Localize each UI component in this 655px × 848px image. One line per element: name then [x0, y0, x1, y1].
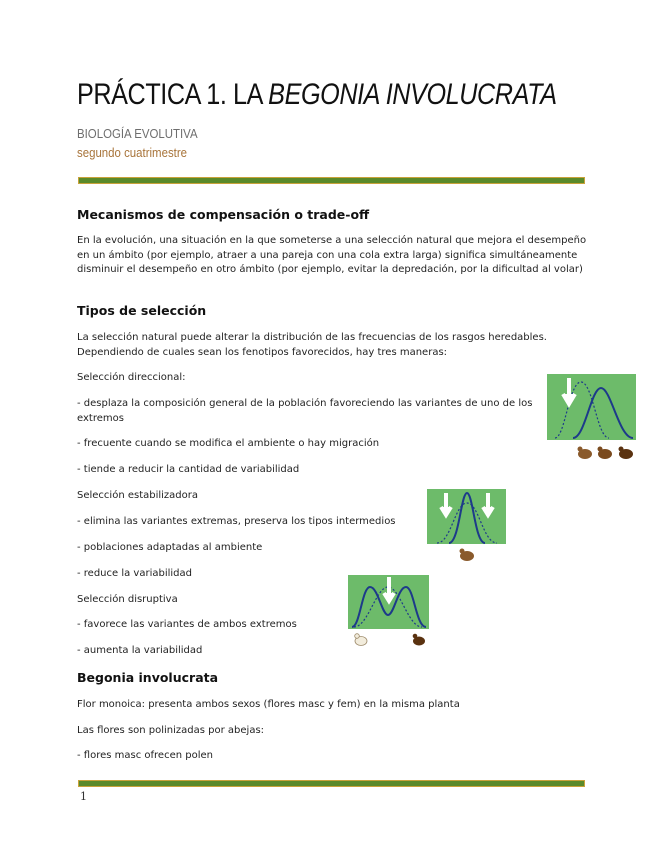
- stabilizing-item: - reduce la variabilidad: [77, 568, 192, 579]
- top-divider: [78, 177, 585, 184]
- directional-item: - frecuente cuando se modifica el ambiente o hay migración: [77, 438, 380, 449]
- disruptive-item: - aumenta la variabilidad: [77, 645, 203, 656]
- directional-item: - desplaza la composición general de la población favoreciendo las variantes de uno de los extremos: [77, 398, 533, 424]
- figure-background: [427, 489, 506, 544]
- heading-selection-types: Tipos de selección: [77, 303, 207, 318]
- stabilizing-item: - elimina las variantes extremas, preserva los tipos intermedios: [77, 516, 396, 527]
- bottom-divider: [78, 780, 585, 787]
- page-number: 1: [80, 790, 87, 803]
- disruptive-selection-figure: [348, 575, 432, 651]
- disruptive-label: Selección disruptiva: [77, 594, 178, 605]
- begonia-line: Las flores son polinizadas por abejas:: [77, 725, 265, 736]
- selection-intro: La selección natural puede alterar la distribución de las frecuencias de los rasgos heredables. Dependiendo de cuales sean los fenotipos favorecidos, hay tres maneras:: [77, 332, 547, 358]
- course-name: BIOLOGÍA EVOLUTIVA: [77, 126, 198, 141]
- directional-selection-figure: [547, 374, 637, 466]
- mouse-icon: [598, 447, 613, 460]
- mouse-icon: [355, 634, 367, 646]
- begonia-line: - flores masc ofrecen polen: [77, 750, 213, 761]
- begonia-line: Flor monoica: presenta ambos sexos (flores masc y fem) en la misma planta: [77, 699, 460, 710]
- disruptive-item: - favorece las variantes de ambos extremos: [77, 619, 297, 630]
- heading-tradeoff: Mecanismos de compensación o trade-off: [77, 207, 370, 222]
- heading-begonia: Begonia involucrata: [77, 670, 219, 685]
- directional-label: Selección direccional:: [77, 372, 186, 383]
- mouse-icon: [619, 447, 634, 460]
- title-prefix: PRÁCTICA 1. LA: [77, 78, 269, 111]
- directional-item: - tiende a reducir la cantidad de variabilidad: [77, 464, 300, 475]
- mouse-icon: [578, 447, 593, 460]
- title-species: BEGONIA INVOLUCRATA: [268, 78, 557, 111]
- stabilizing-item: - poblaciones adaptadas al ambiente: [77, 542, 263, 553]
- term-label: segundo cuatrimestre: [77, 145, 188, 160]
- stabilizing-selection-figure: [427, 489, 507, 565]
- stabilizing-label: Selección estabilizadora: [77, 490, 199, 501]
- mouse-icon: [460, 549, 475, 562]
- mouse-icon: [413, 634, 425, 646]
- tradeoff-paragraph: En la evolución, una situación en la que someterse a una selección natural que mejora el desempeño en un ámbito (por ejemplo, atraer a una pareja con una cola extra larga) significa simultáneamente disminuir el desempeño en otro ámbito (por ejemplo, evitar la depredación, por la dificultad al volar): [77, 235, 587, 275]
- page-title: [77, 78, 557, 112]
